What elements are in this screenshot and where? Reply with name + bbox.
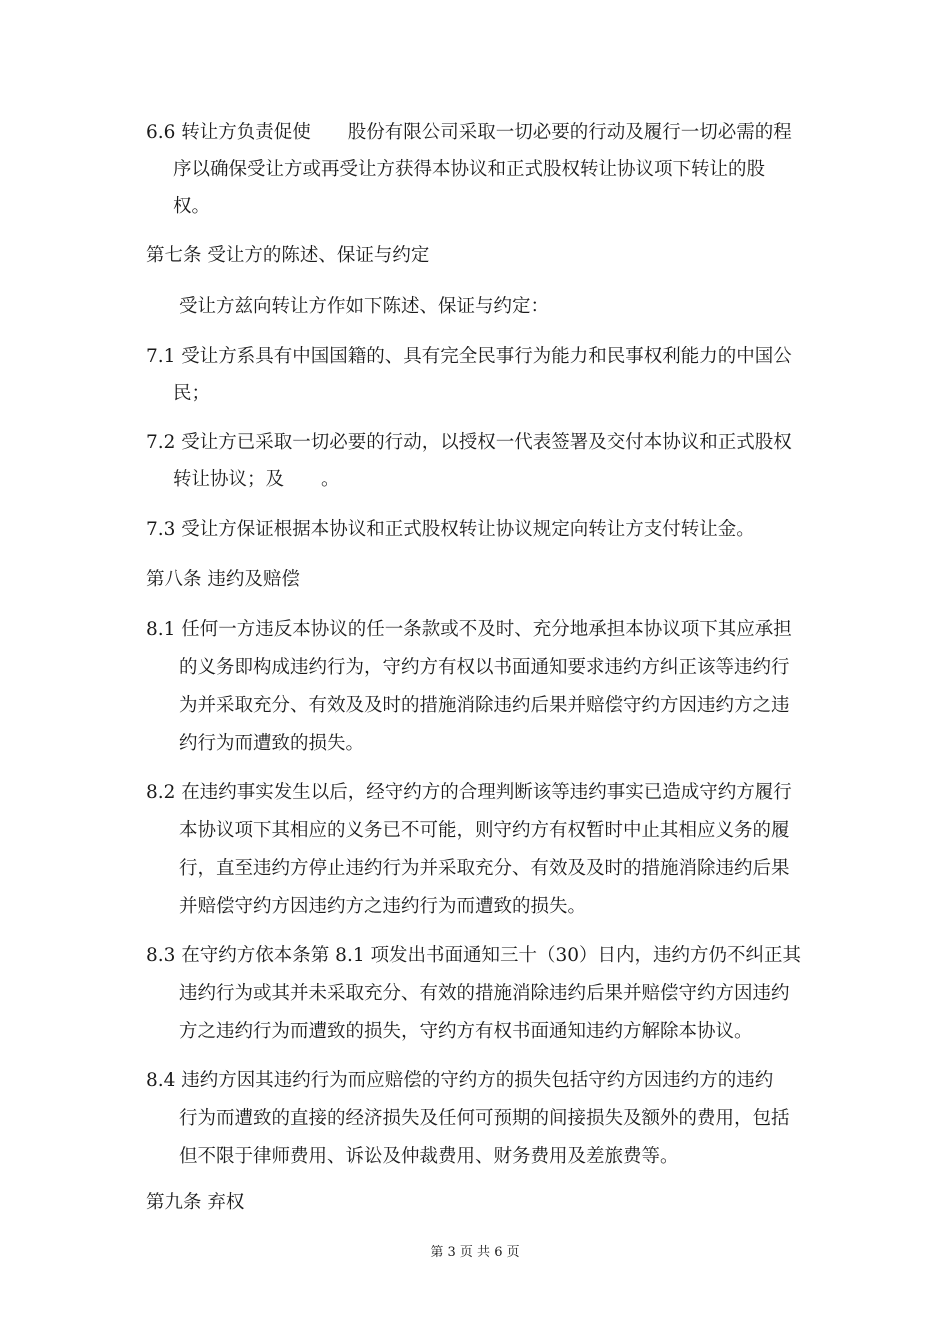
article-7-intro: 受让方兹向转让方作如下陈述、保证与约定：	[179, 296, 550, 317]
clause-7-1-line-1: 7.1 受让方系具有中国国籍的、具有完全民事行为能力和民事权利能力的中国公	[146, 346, 792, 367]
clause-7-2-line-2: 转让协议；及 。	[173, 469, 340, 490]
clause-8-2-line-1: 8.2 在违约事实发生以后，经守约方的合理判断该等违约事实已造成守约方履行	[146, 782, 792, 803]
clause-6-6-line-1: 6.6 转让方负责促使 股份有限公司采取一切必要的行动及履行一切必需的程	[146, 122, 792, 143]
clause-8-1-line-4: 约行为而遭致的损失。	[179, 733, 365, 754]
clause-6-6-line-2: 序以确保受让方或再受让方获得本协议和正式股权转让协议项下转让的股	[173, 159, 766, 180]
clause-8-4-line-1: 8.4 违约方因其违约行为而应赔偿的守约方的损失包括守约方因违约方的违约	[146, 1070, 774, 1091]
clause-8-4-line-3: 但不限于律师费用、诉讼及仲裁费用、财务费用及差旅费等。	[179, 1146, 679, 1167]
clause-8-4-line-2: 行为而遭致的直接的经济损失及任何可预期的间接损失及额外的费用，包括	[179, 1108, 790, 1129]
article-9-heading: 第九条 弃权	[146, 1192, 245, 1213]
clause-8-3-line-1: 8.3 在守约方依本条第 8.1 项发出书面通知三十（30）日内，违约方仍不纠正其	[146, 945, 802, 966]
page-number-footer: 第 3 页 共 6 页	[430, 1245, 520, 1260]
clause-8-3-line-2: 违约行为或其并未采取充分、有效的措施消除违约后果并赔偿守约方因违约	[179, 983, 790, 1004]
clause-8-3-line-3: 方之违约行为而遭致的损失，守约方有权书面通知违约方解除本协议。	[179, 1021, 753, 1042]
clause-8-1-line-2: 的义务即构成违约行为，守约方有权以书面通知要求违约方纠正该等违约行	[179, 657, 790, 678]
clause-8-2-line-2: 本协议项下其相应的义务已不可能，则守约方有权暂时中止其相应义务的履	[179, 820, 790, 841]
clause-7-3-line-1: 7.3 受让方保证根据本协议和正式股权转让协议规定向转让方支付转让金。	[146, 519, 755, 540]
clause-7-1-line-2: 民；	[173, 383, 211, 404]
clause-8-1-line-1: 8.1 任何一方违反本协议的任一条款或不及时、充分地承担本协议项下其应承担	[146, 619, 792, 640]
clause-8-2-line-4: 并赔偿守约方因违约方之违约行为而遭致的损失。	[179, 896, 587, 917]
clause-7-2-line-1: 7.2 受让方已采取一切必要的行动，以授权一代表签署及交付本协议和正式股权	[146, 432, 792, 453]
article-8-heading: 第八条 违约及赔偿	[146, 569, 300, 590]
article-7-heading: 第七条 受让方的陈述、保证与约定	[146, 245, 430, 266]
clause-8-2-line-3: 行，直至违约方停止违约行为并采取充分、有效及及时的措施消除违约后果	[179, 858, 790, 879]
clause-8-1-line-3: 为并采取充分、有效及及时的措施消除违约后果并赔偿守约方因违约方之违	[179, 695, 790, 716]
clause-6-6-line-3: 权。	[173, 196, 211, 217]
